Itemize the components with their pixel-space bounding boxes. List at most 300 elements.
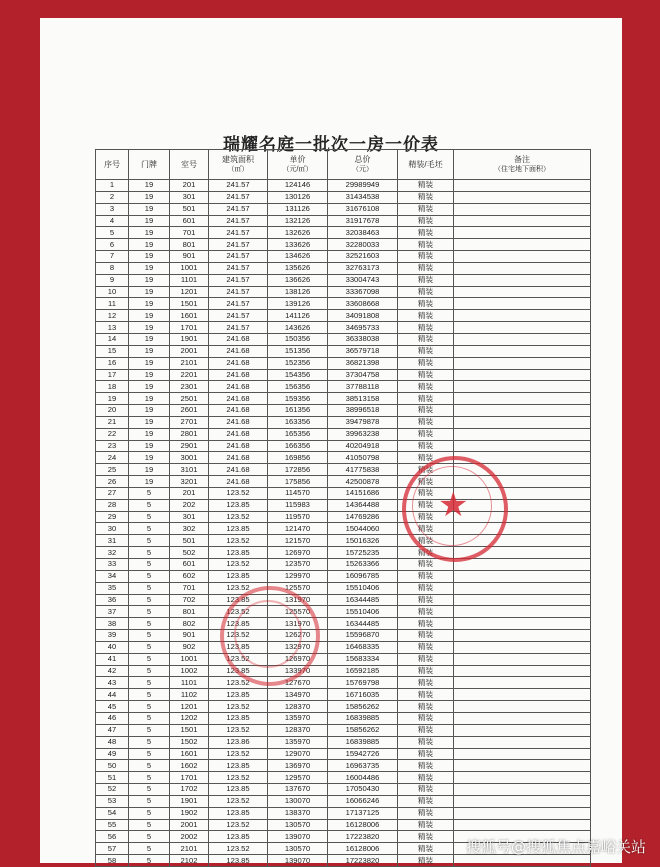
cell-total: 15942726: [328, 748, 398, 760]
cell-area: 241.68: [209, 345, 268, 357]
cell-total: 32038463: [328, 227, 398, 239]
cell-door: 5: [129, 641, 170, 653]
cell-finish: 精装: [398, 203, 454, 215]
cell-total: 34695733: [328, 322, 398, 334]
cell-seq: 17: [96, 369, 129, 381]
cell-room: 3201: [170, 476, 209, 488]
cell-door: 19: [129, 464, 170, 476]
cell-remark: [454, 677, 591, 689]
cell-seq: 21: [96, 416, 129, 428]
cell-area: 123.52: [209, 511, 268, 523]
cell-finish: 精装: [398, 712, 454, 724]
document-sheet: [40, 18, 622, 863]
cell-remark: [454, 807, 591, 819]
cell-door: 19: [129, 393, 170, 405]
table-row: [96, 393, 591, 405]
cell-remark: [454, 665, 591, 677]
table-row: [96, 203, 591, 215]
cell-total: 41050798: [328, 452, 398, 464]
cell-total: 14364488: [328, 499, 398, 511]
cell-room: 1201: [170, 701, 209, 713]
cell-remark: [454, 618, 591, 630]
cell-total: 42500878: [328, 476, 398, 488]
page-title: 瑞耀名庭一批次一房一价表: [223, 135, 439, 155]
cell-remark: [454, 547, 591, 559]
cell-area: 123.85: [209, 499, 268, 511]
cell-door: 5: [129, 630, 170, 642]
cell-finish: 精装: [398, 701, 454, 713]
cell-total: 38513158: [328, 393, 398, 405]
cell-unit-price: 165356: [268, 428, 328, 440]
cell-seq: 27: [96, 487, 129, 499]
cell-finish: 精装: [398, 807, 454, 819]
cell-door: 5: [129, 748, 170, 760]
cell-total: 41775838: [328, 464, 398, 476]
cell-door: 19: [129, 215, 170, 227]
cell-finish: 精装: [398, 570, 454, 582]
cell-unit-price: 124146: [268, 180, 328, 192]
cell-unit-price: 131970: [268, 618, 328, 630]
cell-door: 19: [129, 298, 170, 310]
cell-room: 601: [170, 215, 209, 227]
cell-unit-price: 139070: [268, 855, 328, 867]
table-row: [96, 748, 591, 760]
cell-unit-price: 133626: [268, 239, 328, 251]
header-seq: 序号: [96, 150, 129, 180]
cell-door: 19: [129, 405, 170, 417]
cell-unit-price: 129970: [268, 570, 328, 582]
cell-room: 701: [170, 582, 209, 594]
cell-total: 32763173: [328, 262, 398, 274]
cell-seq: 39: [96, 630, 129, 642]
cell-area: 123.52: [209, 748, 268, 760]
table-row: [96, 476, 591, 488]
cell-finish: 精装: [398, 523, 454, 535]
cell-room: 1002: [170, 665, 209, 677]
cell-room: 2601: [170, 405, 209, 417]
cell-door: 5: [129, 724, 170, 736]
table-row: [96, 322, 591, 334]
table-row: [96, 653, 591, 665]
cell-seq: 23: [96, 440, 129, 452]
cell-room: 802: [170, 618, 209, 630]
cell-remark: [454, 215, 591, 227]
cell-seq: 56: [96, 831, 129, 843]
table-row: [96, 369, 591, 381]
cell-area: 123.85: [209, 689, 268, 701]
cell-finish: 精装: [398, 819, 454, 831]
seal-star-icon: ★: [438, 485, 469, 525]
header-unit-price: [268, 150, 328, 180]
cell-seq: 36: [96, 594, 129, 606]
cell-area: 241.68: [209, 333, 268, 345]
cell-remark: [454, 262, 591, 274]
cell-finish: 精装: [398, 393, 454, 405]
cell-door: 5: [129, 606, 170, 618]
cell-room: 201: [170, 487, 209, 499]
cell-unit-price: 131126: [268, 203, 328, 215]
cell-unit-price: 152356: [268, 357, 328, 369]
cell-area: 123.52: [209, 606, 268, 618]
cell-total: 16592185: [328, 665, 398, 677]
cell-area: 123.85: [209, 547, 268, 559]
cell-finish: 精装: [398, 795, 454, 807]
cell-area: 241.68: [209, 464, 268, 476]
cell-remark: [454, 428, 591, 440]
cell-remark: [454, 499, 591, 511]
cell-room: 202: [170, 499, 209, 511]
cell-door: 19: [129, 180, 170, 192]
cell-total: 15596870: [328, 630, 398, 642]
cell-finish: 精装: [398, 405, 454, 417]
cell-unit-price: 166356: [268, 440, 328, 452]
cell-area: 241.57: [209, 262, 268, 274]
table-row: [96, 298, 591, 310]
cell-remark: [454, 298, 591, 310]
cell-seq: 43: [96, 677, 129, 689]
cell-door: 5: [129, 736, 170, 748]
header-total: [328, 150, 398, 180]
table-row: [96, 689, 591, 701]
cell-area: 241.68: [209, 440, 268, 452]
cell-area: 123.85: [209, 712, 268, 724]
cell-seq: 33: [96, 559, 129, 571]
cell-total: 38996518: [328, 405, 398, 417]
cell-area: 123.85: [209, 570, 268, 582]
cell-total: 17223820: [328, 831, 398, 843]
cell-room: 1101: [170, 274, 209, 286]
cell-remark: [454, 405, 591, 417]
table-row: [96, 618, 591, 630]
cell-door: 5: [129, 653, 170, 665]
cell-door: 5: [129, 582, 170, 594]
cell-area: 123.85: [209, 594, 268, 606]
cell-seq: 1: [96, 180, 129, 192]
cell-door: 5: [129, 689, 170, 701]
cell-remark: [454, 357, 591, 369]
cell-door: 19: [129, 274, 170, 286]
cell-unit-price: 130070: [268, 795, 328, 807]
cell-finish: 精装: [398, 547, 454, 559]
cell-door: 19: [129, 227, 170, 239]
cell-total: 16716035: [328, 689, 398, 701]
cell-unit-price: 156356: [268, 381, 328, 393]
header-area-unit: （㎡）: [227, 165, 249, 173]
cell-area: 241.57: [209, 310, 268, 322]
table-row: [96, 795, 591, 807]
cell-unit-price: 119570: [268, 511, 328, 523]
cell-unit-price: 130570: [268, 843, 328, 855]
cell-unit-price: 141126: [268, 310, 328, 322]
cell-seq: 8: [96, 262, 129, 274]
cell-unit-price: 133970: [268, 665, 328, 677]
cell-finish: 精装: [398, 239, 454, 251]
cell-unit-price: 115983: [268, 499, 328, 511]
cell-area: 123.85: [209, 807, 268, 819]
cell-total: 16004486: [328, 772, 398, 784]
cell-area: 241.68: [209, 452, 268, 464]
cell-total: 15856262: [328, 724, 398, 736]
cell-finish: 精装: [398, 843, 454, 855]
cell-finish: 精装: [398, 357, 454, 369]
cell-unit-price: 135970: [268, 736, 328, 748]
cell-door: 19: [129, 322, 170, 334]
cell-remark: [454, 227, 591, 239]
cell-seq: 45: [96, 701, 129, 713]
cell-room: 1101: [170, 677, 209, 689]
table-row: [96, 523, 591, 535]
cell-remark: [454, 393, 591, 405]
cell-area: 241.57: [209, 322, 268, 334]
cell-remark: [454, 724, 591, 736]
cell-door: 5: [129, 547, 170, 559]
cell-finish: 精装: [398, 677, 454, 689]
table-row: [96, 712, 591, 724]
cell-finish: 精装: [398, 476, 454, 488]
cell-seq: 12: [96, 310, 129, 322]
cell-finish: 精装: [398, 191, 454, 203]
cell-unit-price: 151356: [268, 345, 328, 357]
cell-seq: 25: [96, 464, 129, 476]
cell-finish: 精装: [398, 416, 454, 428]
cell-area: 241.57: [209, 251, 268, 263]
cell-room: 2001: [170, 819, 209, 831]
cell-room: 501: [170, 203, 209, 215]
cell-seq: 52: [96, 784, 129, 796]
cell-remark: [454, 689, 591, 701]
cell-finish: 精装: [398, 855, 454, 867]
cell-total: 33367098: [328, 286, 398, 298]
cell-seq: 31: [96, 535, 129, 547]
cell-room: 901: [170, 630, 209, 642]
cell-seq: 22: [96, 428, 129, 440]
cell-unit-price: 129570: [268, 772, 328, 784]
cell-door: 5: [129, 487, 170, 499]
cell-area: 123.52: [209, 843, 268, 855]
table-row: [96, 606, 591, 618]
cell-total: 36579718: [328, 345, 398, 357]
cell-remark: [454, 594, 591, 606]
cell-area: 241.68: [209, 428, 268, 440]
cell-total: 14769286: [328, 511, 398, 523]
cell-door: 19: [129, 369, 170, 381]
cell-total: 17050430: [328, 784, 398, 796]
cell-room: 1501: [170, 724, 209, 736]
cell-remark: [454, 310, 591, 322]
cell-seq: 50: [96, 760, 129, 772]
header-door: 门牌: [129, 150, 170, 180]
cell-door: 5: [129, 594, 170, 606]
cell-unit-price: 143626: [268, 322, 328, 334]
cell-total: 16468335: [328, 641, 398, 653]
cell-total: 15263366: [328, 559, 398, 571]
cell-room: 702: [170, 594, 209, 606]
cell-finish: 精装: [398, 689, 454, 701]
cell-area: 241.68: [209, 381, 268, 393]
cell-finish: 精装: [398, 831, 454, 843]
cell-total: 15016326: [328, 535, 398, 547]
cell-seq: 18: [96, 381, 129, 393]
cell-area: 123.52: [209, 701, 268, 713]
cell-total: 14151686: [328, 487, 398, 499]
cell-room: 2201: [170, 369, 209, 381]
table-row: [96, 570, 591, 582]
cell-remark: [454, 487, 591, 499]
cell-area: 241.57: [209, 286, 268, 298]
cell-room: 801: [170, 239, 209, 251]
table-row: [96, 487, 591, 499]
cell-seq: 58: [96, 855, 129, 867]
watermark-text: 搜狐号@搜狐焦点嘉峪关站: [465, 838, 646, 856]
cell-door: 19: [129, 191, 170, 203]
table-row: [96, 464, 591, 476]
cell-finish: 精装: [398, 641, 454, 653]
cell-total: 29989949: [328, 180, 398, 192]
cell-seq: 11: [96, 298, 129, 310]
cell-finish: 精装: [398, 630, 454, 642]
cell-total: 16839885: [328, 712, 398, 724]
header-unit-price-label: 单价: [289, 154, 306, 164]
cell-finish: 精装: [398, 251, 454, 263]
table-row: [96, 736, 591, 748]
cell-door: 5: [129, 499, 170, 511]
cell-remark: [454, 180, 591, 192]
cell-seq: 41: [96, 653, 129, 665]
cell-seq: 44: [96, 689, 129, 701]
cell-seq: 38: [96, 618, 129, 630]
cell-finish: 精装: [398, 760, 454, 772]
cell-room: 2102: [170, 855, 209, 867]
cell-unit-price: 169856: [268, 452, 328, 464]
cell-remark: [454, 203, 591, 215]
cell-room: 301: [170, 191, 209, 203]
cell-room: 2101: [170, 357, 209, 369]
cell-area: 123.52: [209, 795, 268, 807]
cell-remark: [454, 653, 591, 665]
cell-door: 19: [129, 262, 170, 274]
table-row: [96, 630, 591, 642]
table-row: [96, 310, 591, 322]
cell-finish: 精装: [398, 322, 454, 334]
cell-unit-price: 126970: [268, 547, 328, 559]
table-row: [96, 357, 591, 369]
header-remark-sub: （住宅地下面积）: [494, 165, 550, 173]
cell-total: 16128006: [328, 819, 398, 831]
cell-unit-price: 163356: [268, 416, 328, 428]
cell-door: 19: [129, 428, 170, 440]
table-row: [96, 452, 591, 464]
cell-total: 15725235: [328, 547, 398, 559]
cell-area: 123.52: [209, 559, 268, 571]
cell-finish: 精装: [398, 736, 454, 748]
cell-finish: 精装: [398, 594, 454, 606]
cell-unit-price: 161356: [268, 405, 328, 417]
table-row: [96, 262, 591, 274]
cell-total: 15510406: [328, 606, 398, 618]
cell-door: 5: [129, 760, 170, 772]
table-row: [96, 559, 591, 571]
cell-area: 241.68: [209, 357, 268, 369]
cell-remark: [454, 452, 591, 464]
cell-room: 1902: [170, 807, 209, 819]
table-row: [96, 274, 591, 286]
cell-remark: [454, 784, 591, 796]
cell-room: 602: [170, 570, 209, 582]
cell-seq: 10: [96, 286, 129, 298]
cell-total: 17223820: [328, 855, 398, 867]
cell-seq: 34: [96, 570, 129, 582]
table-row: [96, 286, 591, 298]
table-row: [96, 641, 591, 653]
cell-remark: [454, 440, 591, 452]
cell-room: 2301: [170, 381, 209, 393]
header-remark: [454, 150, 591, 180]
cell-remark: [454, 559, 591, 571]
cell-total: 40204918: [328, 440, 398, 452]
cell-remark: [454, 239, 591, 251]
cell-seq: 24: [96, 452, 129, 464]
cell-seq: 49: [96, 748, 129, 760]
cell-unit-price: 121470: [268, 523, 328, 535]
cell-seq: 57: [96, 843, 129, 855]
cell-finish: 精装: [398, 262, 454, 274]
cell-total: 31676108: [328, 203, 398, 215]
cell-area: 123.52: [209, 772, 268, 784]
cell-door: 5: [129, 618, 170, 630]
cell-remark: [454, 535, 591, 547]
table-header-row: [96, 150, 591, 180]
cell-total: 17137125: [328, 807, 398, 819]
cell-remark: [454, 748, 591, 760]
header-room: 室号: [170, 150, 209, 180]
cell-door: 5: [129, 819, 170, 831]
cell-total: 33608668: [328, 298, 398, 310]
cell-finish: 精装: [398, 653, 454, 665]
cell-unit-price: 154356: [268, 369, 328, 381]
cell-total: 16128006: [328, 843, 398, 855]
cell-room: 1702: [170, 784, 209, 796]
table-row: [96, 345, 591, 357]
cell-area: 241.68: [209, 405, 268, 417]
cell-remark: [454, 476, 591, 488]
cell-finish: 精装: [398, 487, 454, 499]
table-row: [96, 535, 591, 547]
cell-room: 1102: [170, 689, 209, 701]
cell-remark: [454, 795, 591, 807]
table-row: [96, 251, 591, 263]
cell-unit-price: 121570: [268, 535, 328, 547]
cell-remark: [454, 381, 591, 393]
cell-seq: 29: [96, 511, 129, 523]
cell-unit-price: 123570: [268, 559, 328, 571]
cell-seq: 54: [96, 807, 129, 819]
cell-door: 5: [129, 831, 170, 843]
cell-door: 5: [129, 701, 170, 713]
cell-total: 37788118: [328, 381, 398, 393]
cell-door: 5: [129, 535, 170, 547]
table-row: [96, 724, 591, 736]
cell-room: 201: [170, 180, 209, 192]
cell-area: 241.57: [209, 274, 268, 286]
cell-unit-price: 127670: [268, 677, 328, 689]
cell-remark: [454, 464, 591, 476]
cell-seq: 32: [96, 547, 129, 559]
cell-seq: 55: [96, 819, 129, 831]
cell-finish: 精装: [398, 772, 454, 784]
cell-seq: 47: [96, 724, 129, 736]
cell-finish: 精装: [398, 180, 454, 192]
cell-remark: [454, 322, 591, 334]
